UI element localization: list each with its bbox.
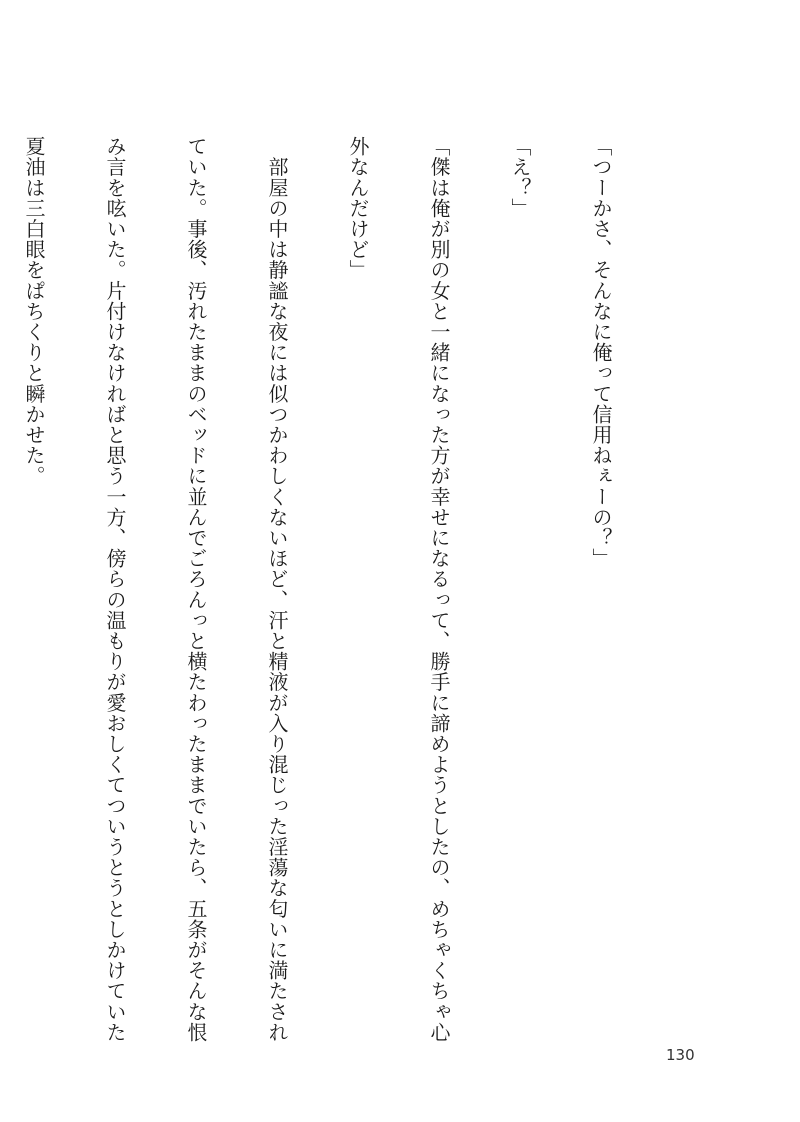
text-line: 夏油は三白眼をぱちくりと瞬かせた。 (22, 136, 46, 487)
vertical-text-body (22, 136, 668, 1043)
page-number: 130 (666, 1046, 695, 1064)
text-line: 部屋の中は静謐な夜には似つかわしくないほど、汗と精液が入り混じった淫蕩な匂いに満たされ (265, 136, 289, 1043)
text-line: み言を呟いた。片付けなければと思う一方、傍らの温もりが愛おしくてついうとうとしかけていた (103, 136, 127, 1043)
text-line: 「傑は俺が別の女と一緒になった方が幸せになるって、勝手に諦めようとしたの、めちゃくちゃ心 (427, 136, 451, 1043)
text-line: ていた。事後、汚れたままのベッドに並んでごろんっと横たわったままでいたら、五条がそんな恨 (184, 136, 208, 1043)
text-line: 外なんだけど」 (346, 136, 370, 281)
text-line: 「え？」 (508, 136, 532, 219)
text-line: 「つーかさ、そんなに俺って信用ねぇーの？」 (589, 136, 613, 569)
